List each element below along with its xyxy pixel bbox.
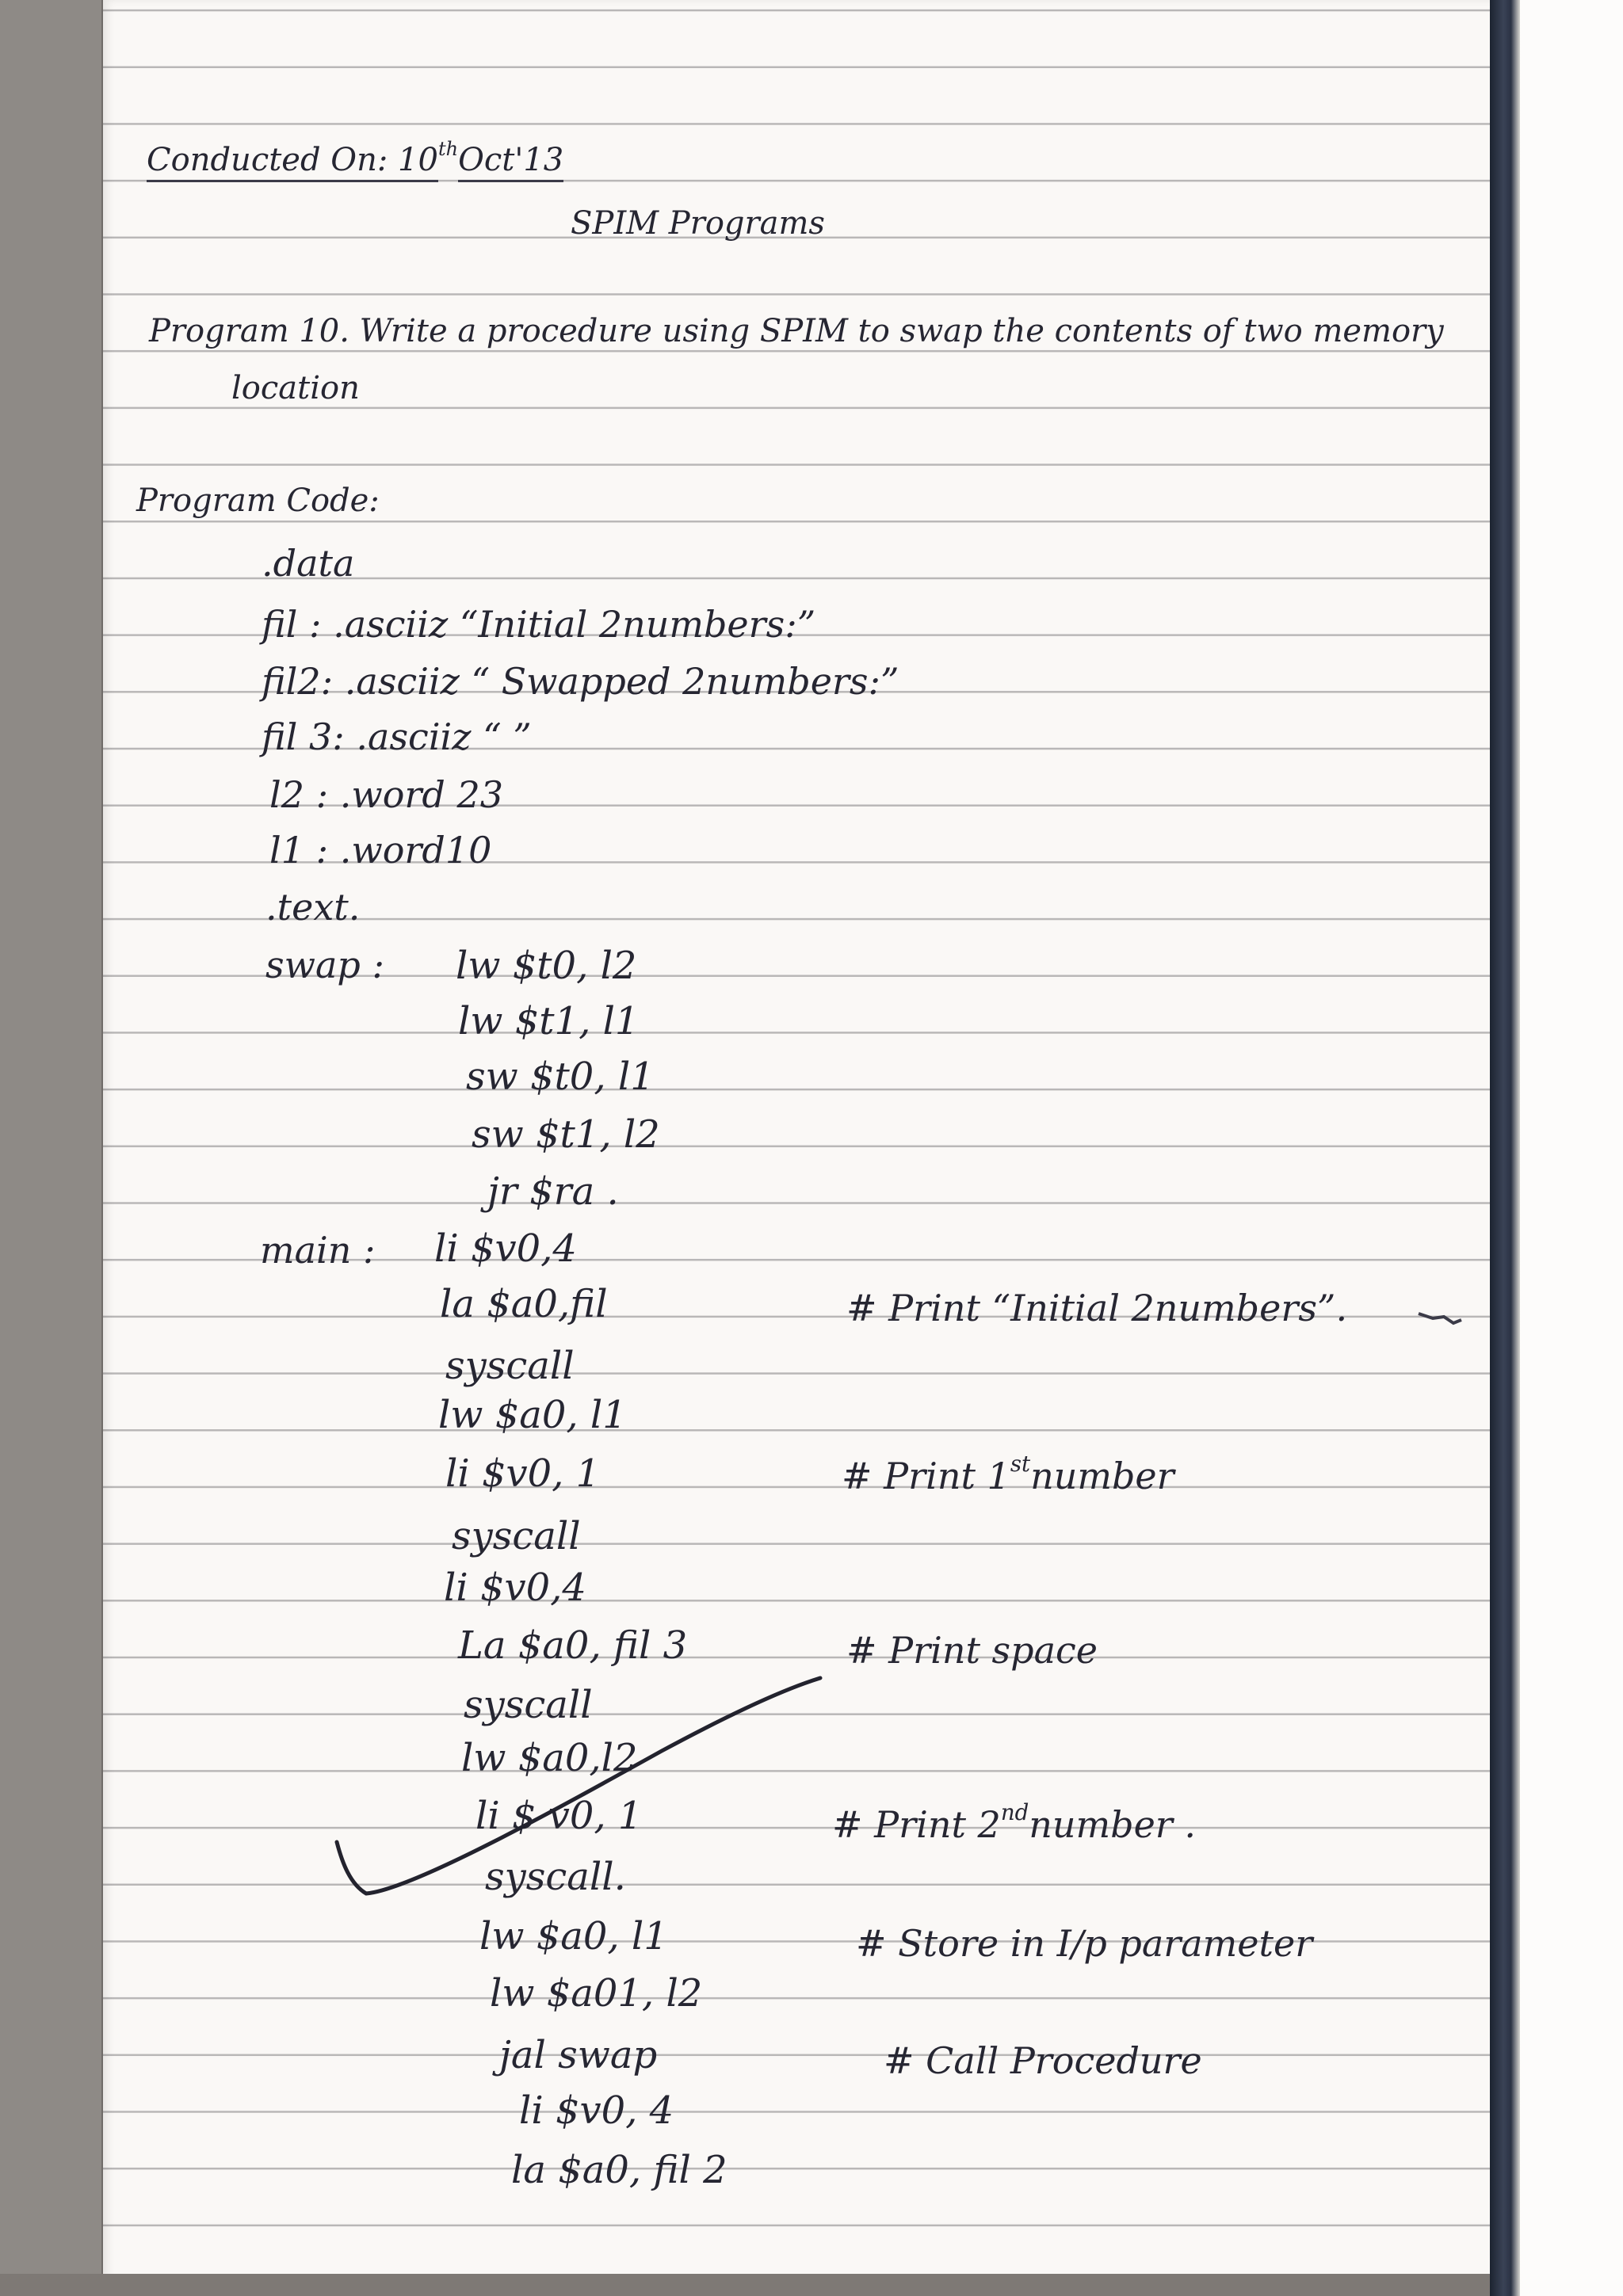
swap-line: lw $t0, l2 [456,944,637,988]
comment-store-param: # Store in I/p parameter [856,1922,1313,1965]
swap-line: sw $t0, l1 [466,1055,655,1099]
main-line: la $a0, fil 2 [511,2148,727,2192]
main-line: li $v0, 1 [445,1451,601,1496]
main-line: lw $a0,l2 [461,1736,638,1780]
main-line: jal swap [499,2033,658,2077]
comment-print-second-number: # Print 2ndnumber . [832,1799,1197,1846]
conducted-month-year: Oct'13 [458,142,563,182]
code-line-l1-word: l1 : .word10 [269,829,492,871]
main-line: li $v0, 4 [519,2088,674,2133]
comment-print-first-number: # Print 1stnumber [842,1451,1174,1497]
main-line: lw $a0, l1 [438,1393,627,1437]
program-code-label: Program Code: [136,482,380,519]
main-line: lw $a01, l2 [490,1971,703,2016]
code-line-l2-word: l2 : .word 23 [269,773,504,816]
swap-line: lw $t1, l1 [458,999,640,1043]
main-line: syscall [464,1683,593,1727]
ink-smudge [1419,1314,1461,1323]
swap-line: jr $ra . [487,1169,619,1214]
comment-call-procedure: # Call Procedure [884,2039,1202,2082]
code-line-fil: fil : .asciiz “Initial 2numbers:” [262,603,816,646]
main-line: lw $a0, l1 [479,1914,668,1958]
main-line: la $a0,fil [440,1282,608,1326]
conducted-label: Conducted On [147,142,377,182]
comment-print-space: # Print space [846,1629,1098,1672]
code-line-fil3: fil 3: .asciiz “ ” [262,715,532,758]
page-title: SPIM Programs [571,205,825,242]
main-line: syscall [445,1344,575,1388]
question-line-1: Program 10. Write a procedure using SPIM to swap the contents of two memory [149,313,1444,349]
question-line-2: location [231,370,360,406]
data-directive: .data [262,542,355,585]
text-directive: .text. [265,886,361,929]
main-line: li $v0,4 [434,1226,577,1271]
conducted-on-line: Conducted On: 10thOct'13 [147,144,563,176]
code-line-fil2: fil2: .asciiz “ Swapped 2numbers:” [262,660,899,703]
main-line: syscall. [485,1855,626,1899]
main-line: li $v0,4 [444,1566,586,1610]
swap-line: sw $t1, l2 [472,1112,660,1157]
main-line: li $ v0, 1 [475,1794,643,1838]
comment-print-initial: # Print “Initial 2numbers”. [846,1287,1348,1329]
main-label: main : [260,1229,376,1272]
conducted-day: 10 [398,142,438,182]
main-line: La $a0, fil 3 [458,1623,688,1668]
main-line: syscall [452,1514,581,1558]
swap-label: swap : [265,944,384,986]
conducted-day-suffix: th [437,138,459,160]
